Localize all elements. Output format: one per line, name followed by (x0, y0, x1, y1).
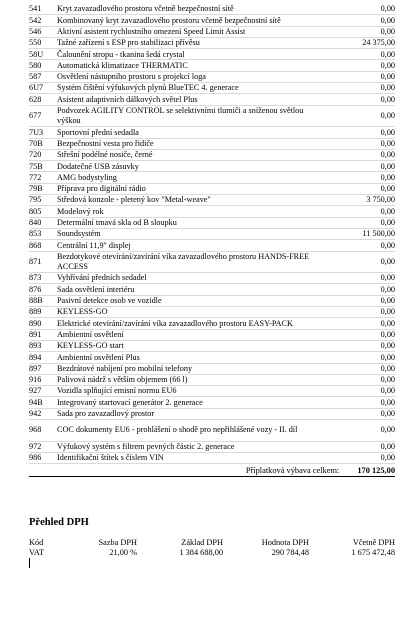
option-price: 0,00 (380, 257, 395, 267)
option-code: 942 (29, 409, 42, 419)
option-name: Sportovní přední sedadla (57, 127, 139, 137)
option-code: 720 (29, 150, 42, 160)
option-row (29, 364, 395, 375)
option-name: Bezdrátové nabíjení pro mobilní telefony (57, 363, 193, 373)
vat-summary-title: Přehled DPH (29, 517, 89, 528)
vat-header-code: Kód (29, 538, 44, 547)
option-price: 0,00 (380, 217, 395, 227)
option-name: Centrální 11,9" displej (57, 240, 131, 250)
option-code: 916 (29, 375, 42, 385)
option-row (29, 240, 395, 251)
option-price: 0,00 (380, 341, 395, 351)
option-row (29, 442, 395, 453)
option-row (29, 409, 395, 420)
option-price: 0,00 (380, 425, 395, 435)
option-name: Asistent adaptivních dálkových světel Plus (57, 94, 198, 104)
option-code: 541 (29, 4, 42, 14)
option-row (29, 94, 395, 105)
option-code: 70B (29, 138, 43, 148)
option-name: Vyhřívání předních sedadel (57, 273, 147, 283)
option-row (29, 27, 395, 38)
option-name: Kryt zavazadlového prostoru včetně bezpečnostní sítě (57, 4, 234, 14)
option-name: Osvětlení nástupního prostoru s projekcí loga (57, 72, 206, 82)
option-row (29, 195, 395, 206)
option-price: 0,00 (380, 409, 395, 419)
option-code: 58U (29, 49, 44, 59)
option-price: 0,00 (380, 318, 395, 328)
option-name: Palivová nádrž s větším objemem (66 l) (57, 375, 188, 385)
option-name: KEYLESS-GO (57, 307, 108, 317)
text-cursor (29, 558, 30, 568)
option-code: 542 (29, 15, 42, 25)
option-row (29, 184, 395, 195)
option-code: 580 (29, 60, 42, 70)
option-price: 0,00 (380, 138, 395, 148)
option-price: 0,00 (380, 375, 395, 385)
option-price: 0,00 (380, 296, 395, 306)
vat-table (29, 538, 395, 558)
option-code: 840 (29, 217, 42, 227)
option-price: 0,00 (380, 72, 395, 82)
option-row (29, 453, 395, 464)
option-name: Podvozek AGILITY CONTROL se selektivními tlumiči a sníženou světlou výškou (57, 106, 304, 125)
vat-header-amount: Hodnota DPH (261, 538, 309, 547)
option-code: 890 (29, 318, 42, 328)
option-code: 772 (29, 172, 42, 182)
option-row (29, 218, 395, 229)
option-row (29, 150, 395, 161)
option-price: 3 750,00 (366, 195, 395, 205)
option-price: 0,00 (380, 4, 395, 14)
option-price: 0,00 (380, 184, 395, 194)
option-row (29, 296, 395, 307)
option-code: 868 (29, 240, 42, 250)
option-price: 0,00 (380, 15, 395, 25)
option-row (29, 172, 395, 183)
option-code: 876 (29, 284, 42, 294)
option-price: 24 375,00 (362, 38, 395, 48)
option-code: 853 (29, 229, 42, 239)
option-price: 0,00 (380, 94, 395, 104)
option-row (29, 127, 395, 138)
option-price: 0,00 (380, 273, 395, 283)
option-code: 873 (29, 273, 42, 283)
option-name: Čalounění stropu - tkanina šedá crystal (57, 49, 185, 59)
vat-rate: 21,00 % (109, 547, 137, 557)
vat-code: VAT (29, 547, 45, 557)
option-price: 0,00 (380, 150, 395, 160)
option-name: Sada pro zavazadlový prostor (57, 409, 155, 419)
option-price: 0,00 (380, 127, 395, 137)
option-code: 805 (29, 206, 42, 216)
option-name: Vozidla splňující emisní normu EU6 (57, 386, 177, 396)
option-price: 0,00 (380, 240, 395, 250)
option-name: Determální tmavá skla od B sloupku (57, 217, 177, 227)
option-name: Výfukový systém s filtrem pevných částic 2. generace (57, 441, 235, 451)
options-total-row (29, 464, 395, 477)
option-name: Identifikační štítek s číslem VIN (57, 453, 164, 463)
option-code: 968 (29, 425, 42, 435)
option-name: Bezdotykové otevírání/zavírání víka zavazadlového prostoru HANDS-FREE ACCESS (57, 252, 310, 271)
option-price: 0,00 (380, 386, 395, 396)
option-code: 587 (29, 72, 42, 82)
option-price: 0,00 (380, 83, 395, 93)
option-name: Pasivní detekce osob ve vozidle (57, 296, 162, 306)
option-code: 986 (29, 453, 42, 463)
option-name: AMG bodystyling (57, 172, 117, 182)
option-row (29, 352, 395, 363)
option-row (29, 252, 395, 274)
vat-base: 1 384 688,00 (179, 547, 223, 557)
option-price: 0,00 (380, 397, 395, 407)
option-name: Integrovaný startovací generátor 2. generace (57, 397, 203, 407)
option-code: 894 (29, 352, 42, 362)
option-name: Střešní podélné nosiče, černé (57, 150, 153, 160)
option-name: Příprava pro digitální rádio (57, 184, 146, 194)
option-name: Modelový rok (57, 206, 104, 216)
option-price: 0,00 (380, 307, 395, 317)
option-name: Soundsystém (57, 229, 101, 239)
option-code: 88B (29, 296, 43, 306)
option-row (29, 38, 395, 49)
option-code: 550 (29, 38, 42, 48)
option-code: 927 (29, 386, 42, 396)
vat-header-row (29, 538, 395, 548)
option-name: Aktivní asistent rychlostního omezení Speed Limit Assist (57, 26, 246, 36)
option-name: Bezpečnostní vesta pro řidiče (57, 138, 154, 148)
option-code: 891 (29, 329, 42, 339)
option-name: Elektrické otevírání/zavírání víka zavazadlového prostoru EASY-PACK (57, 318, 293, 328)
option-row (29, 420, 395, 442)
option-name: Dodatečné USB zásuvky (57, 161, 139, 171)
total-value: 170 125,00 (357, 465, 395, 475)
vat-total: 1 675 472,48 (351, 547, 395, 557)
option-row (29, 397, 395, 408)
option-name: Středová konzole - pletený kov "Metal-weave" (57, 195, 211, 205)
option-price: 0,00 (380, 284, 395, 294)
option-row (29, 375, 395, 386)
vat-header-rate: Sazba DPH (98, 538, 137, 547)
option-price: 0,00 (380, 329, 395, 339)
option-code: 546 (29, 26, 42, 36)
option-price: 0,00 (380, 453, 395, 463)
option-row (29, 139, 395, 150)
vat-header-base: Základ DPH (181, 538, 223, 547)
option-row (29, 4, 395, 15)
option-code: 893 (29, 341, 42, 351)
option-code: 897 (29, 363, 42, 373)
option-name: KEYLESS-GO start (57, 341, 124, 351)
option-price: 0,00 (380, 161, 395, 171)
option-price: 0,00 (380, 172, 395, 182)
option-name: Ambientní osvětlení Plus (57, 352, 140, 362)
option-row (29, 49, 395, 60)
option-code: 972 (29, 441, 42, 451)
option-price: 0,00 (380, 49, 395, 59)
option-row (29, 161, 395, 172)
option-code: 75B (29, 161, 43, 171)
option-name: Automatická klimatizace THERMATIC (57, 60, 188, 70)
option-name: Ambientní osvětlení (57, 329, 124, 339)
option-code: 628 (29, 94, 42, 104)
vat-row (29, 548, 395, 558)
option-row (29, 206, 395, 217)
option-row (29, 15, 395, 26)
option-row (29, 229, 395, 240)
option-row (29, 318, 395, 329)
option-row (29, 83, 395, 94)
option-code: 889 (29, 307, 42, 317)
option-name: Tažné zařízení s ESP pro stabilizaci přívěsu (57, 38, 200, 48)
option-price: 0,00 (380, 352, 395, 362)
option-row (29, 284, 395, 295)
option-row (29, 106, 395, 128)
option-row (29, 386, 395, 397)
option-code: 795 (29, 195, 42, 205)
vat-amount: 290 784,48 (271, 547, 309, 557)
vat-header-total: Včetně DPH (352, 538, 395, 547)
option-row (29, 72, 395, 83)
option-code: 7U3 (29, 127, 44, 137)
option-name: Sada osvětlení interiéru (57, 284, 135, 294)
option-price: 0,00 (380, 441, 395, 451)
option-price: 11 500,00 (362, 229, 395, 239)
option-price: 0,00 (380, 363, 395, 373)
option-price: 0,00 (380, 206, 395, 216)
total-label: Příplatková výbava celkem: (245, 465, 340, 475)
option-row (29, 341, 395, 352)
option-price: 0,00 (380, 26, 395, 36)
option-name: Kombinovaný kryt zavazadlového prostoru včetně bezpečnostní sítě (57, 15, 281, 25)
option-name: COC dokumenty EU6 - prohlášení o shodě pro nepřihlášené vozy - II. díl (57, 425, 298, 435)
option-row (29, 60, 395, 71)
option-code: 871 (29, 257, 42, 267)
option-row (29, 307, 395, 318)
options-table (29, 4, 395, 477)
option-code: 677 (29, 111, 42, 121)
option-code: 79B (29, 184, 43, 194)
option-code: 94B (29, 397, 43, 407)
option-name: Systém čištění výfukových plynů BlueTEC 4. generace (57, 83, 239, 93)
option-row (29, 330, 395, 341)
option-code: 6U7 (29, 83, 44, 93)
option-row (29, 273, 395, 284)
option-price: 0,00 (380, 111, 395, 121)
option-price: 0,00 (380, 60, 395, 70)
